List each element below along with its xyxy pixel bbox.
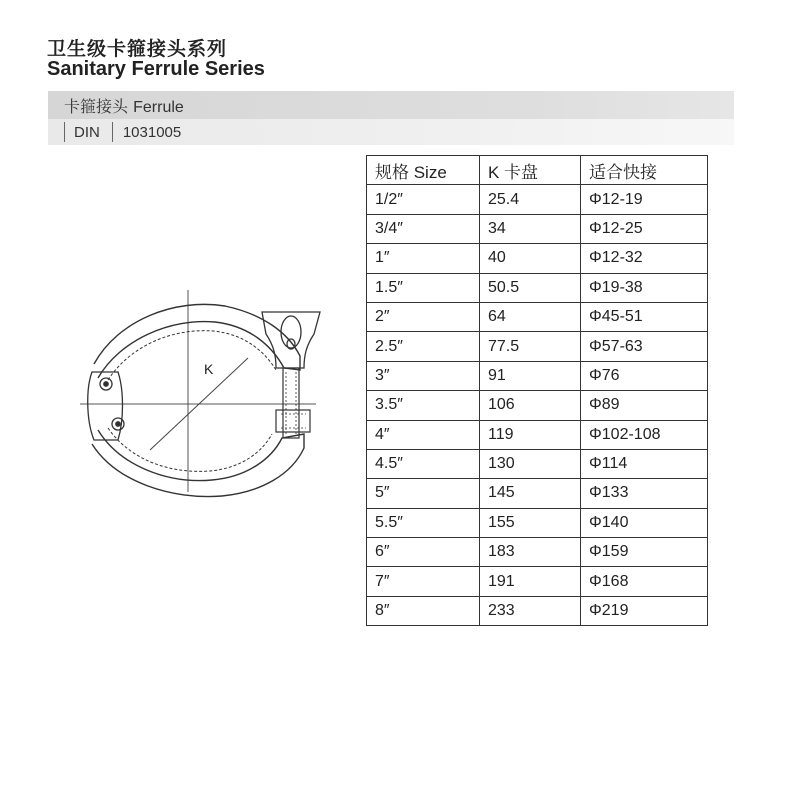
cell-k: 77.5 xyxy=(480,332,581,361)
cell-fit: Φ12-32 xyxy=(581,244,708,273)
cell-k: 119 xyxy=(480,420,581,449)
cell-size: 5.5″ xyxy=(367,508,480,537)
lower-clamp-half xyxy=(92,428,304,497)
table-row xyxy=(367,214,708,243)
cell-size: 7″ xyxy=(367,567,480,596)
cell-size: 8″ xyxy=(367,596,480,625)
table-row xyxy=(367,185,708,214)
table-row xyxy=(367,596,708,625)
cell-size: 4″ xyxy=(367,420,480,449)
cell-fit: Φ102-108 xyxy=(581,420,708,449)
table-row xyxy=(367,420,708,449)
cell-fit: Φ114 xyxy=(581,449,708,478)
cell-fit: Φ159 xyxy=(581,538,708,567)
cell-k: 183 xyxy=(480,538,581,567)
cell-k: 50.5 xyxy=(480,273,581,302)
product-code: 1031005 xyxy=(122,123,182,141)
upper-clamp-half xyxy=(94,304,300,380)
table-row xyxy=(367,567,708,596)
cell-size: 4.5″ xyxy=(367,449,480,478)
cell-size: 3/4″ xyxy=(367,214,480,243)
spec-table xyxy=(366,155,708,626)
header-size: 规格 Size xyxy=(367,156,480,185)
standard-label: DIN xyxy=(74,123,100,141)
table-row xyxy=(367,449,708,478)
cell-k: 106 xyxy=(480,391,581,420)
table-row xyxy=(367,273,708,302)
cell-fit: Φ76 xyxy=(581,361,708,390)
cell-size: 6″ xyxy=(367,538,480,567)
cell-size: 3″ xyxy=(367,361,480,390)
cell-k: 145 xyxy=(480,479,581,508)
cell-k: 40 xyxy=(480,244,581,273)
table-header-row xyxy=(367,156,708,185)
cell-fit: Φ133 xyxy=(581,479,708,508)
cell-fit: Φ57-63 xyxy=(581,332,708,361)
cell-size: 1.5″ xyxy=(367,273,480,302)
cell-k: 91 xyxy=(480,361,581,390)
product-name-en: Ferrule xyxy=(133,99,184,116)
table-row xyxy=(367,479,708,508)
cell-size: 1″ xyxy=(367,244,480,273)
table-row xyxy=(367,391,708,420)
table-row xyxy=(367,361,708,390)
page-title-en: Sanitary Ferrule Series xyxy=(47,58,265,80)
page-title-cn: 卫生级卡箍接头系列 xyxy=(47,38,228,60)
cell-fit: Φ19-38 xyxy=(581,273,708,302)
cell-k: 191 xyxy=(480,567,581,596)
table-row xyxy=(367,332,708,361)
table-row xyxy=(367,244,708,273)
cell-size: 3.5″ xyxy=(367,391,480,420)
cell-k: 64 xyxy=(480,302,581,331)
cell-fit: Φ168 xyxy=(581,567,708,596)
header-fit: 适合快接 xyxy=(581,156,708,185)
cell-fit: Φ140 xyxy=(581,508,708,537)
cell-size: 5″ xyxy=(367,479,480,508)
table-row xyxy=(367,508,708,537)
cell-size: 2″ xyxy=(367,302,480,331)
cell-fit: Φ12-19 xyxy=(581,185,708,214)
cell-k: 233 xyxy=(480,596,581,625)
cell-k: 34 xyxy=(480,214,581,243)
ferrule-clamp-drawing xyxy=(0,0,366,800)
cell-fit: Φ45-51 xyxy=(581,302,708,331)
cell-k: 130 xyxy=(480,449,581,478)
header-k: K 卡盘 xyxy=(480,156,581,185)
wing-nut xyxy=(262,312,320,368)
table-row xyxy=(367,538,708,567)
hinge-pins xyxy=(88,372,124,440)
table-row xyxy=(367,302,708,331)
bolt xyxy=(276,368,310,438)
cell-k: 25.4 xyxy=(480,185,581,214)
cell-fit: Φ219 xyxy=(581,596,708,625)
product-name-cn: 卡箍接头 xyxy=(64,97,129,116)
cell-k: 155 xyxy=(480,508,581,537)
cell-size: 1/2″ xyxy=(367,185,480,214)
cell-fit: Φ12-25 xyxy=(581,214,708,243)
cell-size: 2.5″ xyxy=(367,332,480,361)
dimension-label-k: K xyxy=(204,361,214,377)
cell-fit: Φ89 xyxy=(581,391,708,420)
